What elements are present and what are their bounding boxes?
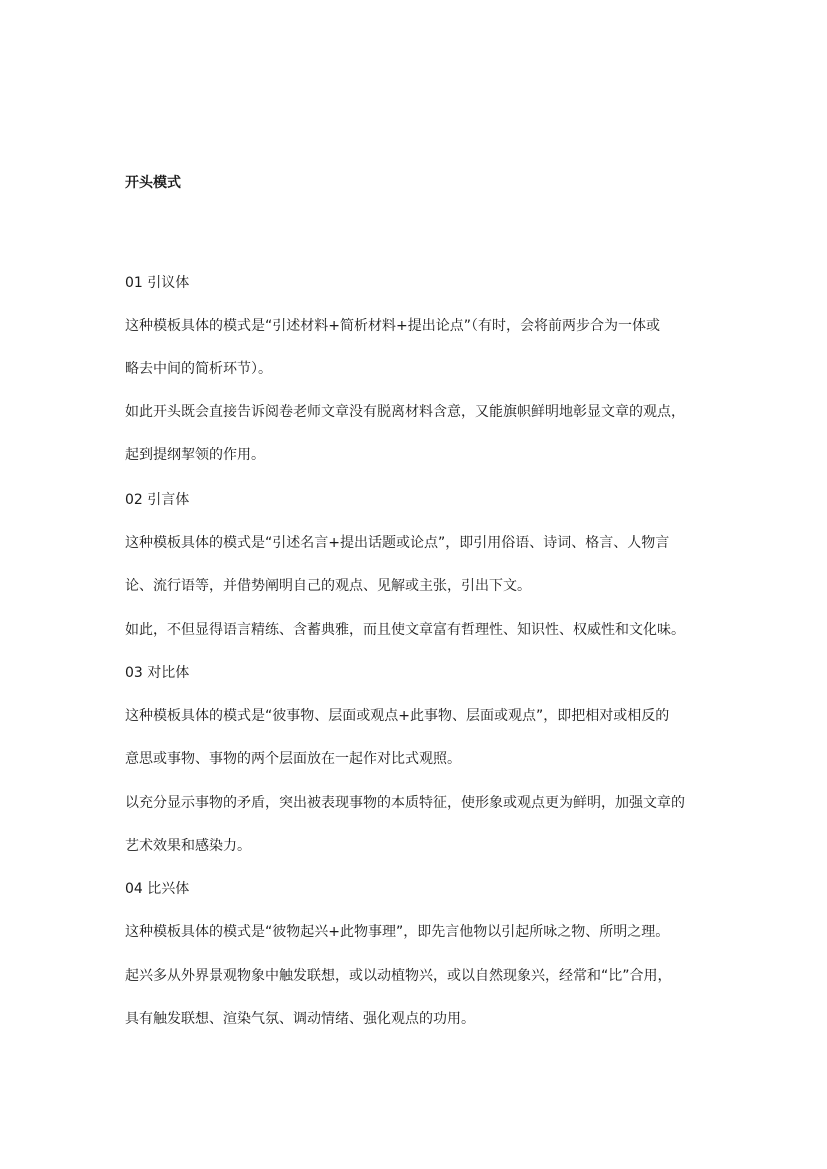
section-heading-02: 02 引言体 xyxy=(125,492,190,508)
paragraph-line: 起兴多从外界景观物象中触发联想，或以动植物兴，或以自然现象兴，经常和“比”合用， xyxy=(125,968,672,984)
paragraph-line: 意思或事物、事物的两个层面放在一起作对比式观照。 xyxy=(125,751,461,767)
paragraph-line: 如此，不但显得语言精练、含蓄典雅，而且使文章富有哲理性、知识性、权威性和文化味。 xyxy=(125,622,685,638)
paragraph-line: 具有触发联想、渲染气氛、调动情绪、强化观点的功用。 xyxy=(125,1011,475,1027)
paragraph-line: 起到提纲挈领的作用。 xyxy=(125,447,265,463)
page-title: 开头模式 xyxy=(125,175,181,191)
paragraph-line: 这种模板具体的模式是“引述材料+简析材料+提出论点”（有时，会将前两步合为一体或 xyxy=(125,318,660,334)
paragraph-line: 以充分显示事物的矛盾，突出被表现事物的本质特征，使形象或观点更为鲜明，加强文章的 xyxy=(125,795,685,811)
section-heading-01: 01 引议体 xyxy=(125,275,190,291)
section-heading-04: 04 比兴体 xyxy=(125,881,190,897)
paragraph-line: 艺术效果和感染力。 xyxy=(125,838,251,854)
section-heading-03: 03 对比体 xyxy=(125,665,190,681)
paragraph-line: 论、流行语等，并借势阐明自己的观点、见解或主张，引出下文。 xyxy=(125,578,531,594)
paragraph-line: 这种模板具体的模式是“彼物起兴+此物事理”，即先言他物以引起所咏之物、所明之理。 xyxy=(125,924,670,940)
paragraph-line: 这种模板具体的模式是“引述名言+提出话题或论点”，即引用俗语、诗词、格言、人物言 xyxy=(125,535,670,551)
paragraph-line: 如此开头既会直接告诉阅卷老师文章没有脱离材料含意，又能旗帜鲜明地彰显文章的观点， xyxy=(125,404,685,420)
paragraph-line: 这种模板具体的模式是“彼事物、层面或观点+此事物、层面或观点”，即把相对或相反的 xyxy=(125,708,670,724)
paragraph-line: 略去中间的简析环节）。 xyxy=(125,361,272,377)
